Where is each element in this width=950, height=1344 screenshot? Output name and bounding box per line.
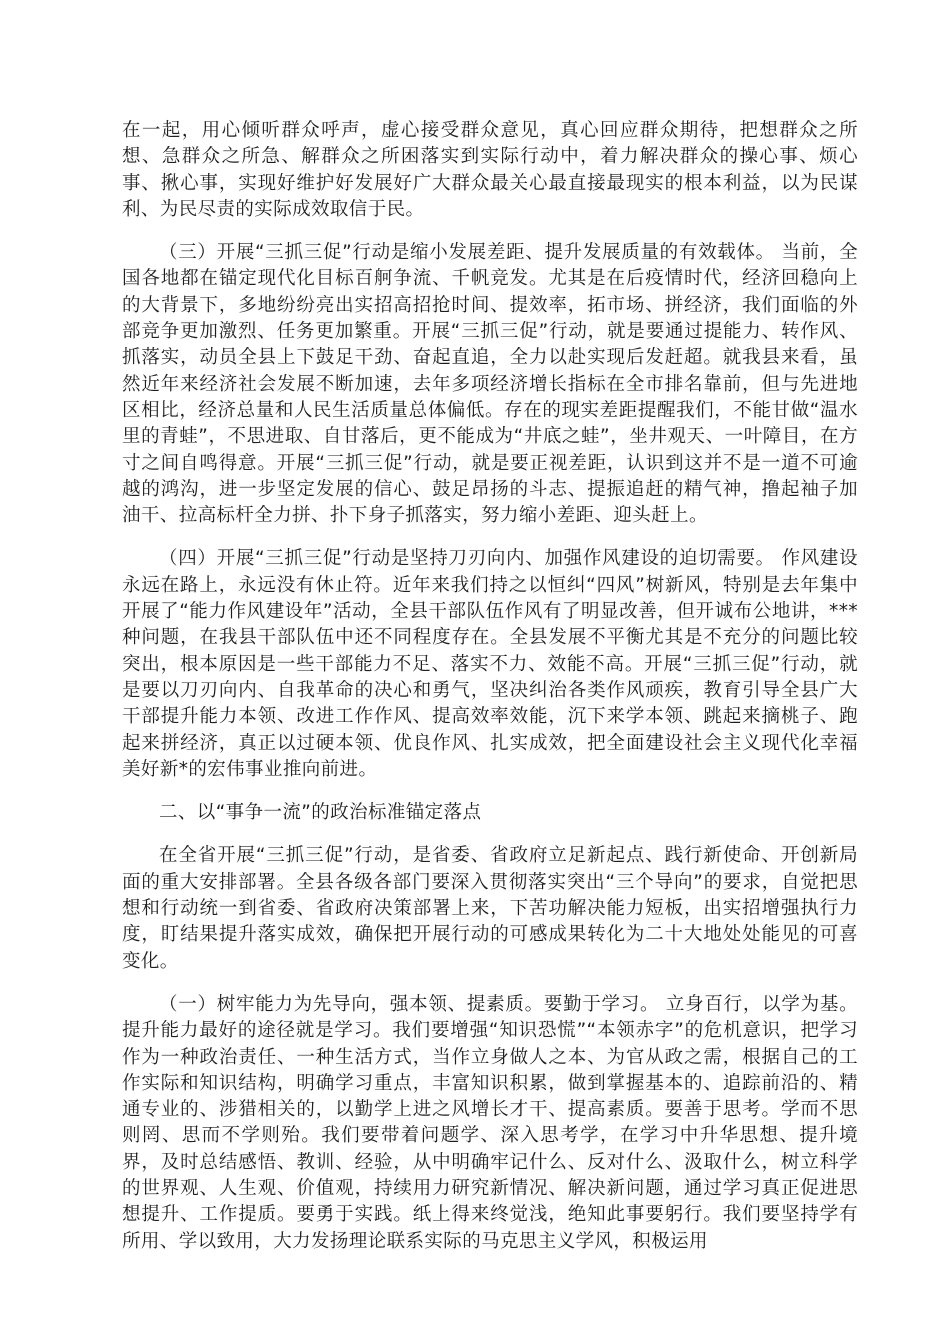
point-four-lead: （四）开展“三抓三促”行动是坚持刀刃向内、加强作风建设的迫切需要。 <box>159 548 775 570</box>
point-three-body: 当前，全国各地都在锚定现代化目标百舸争流、千帆竞发。尤其是在后疫情时代，经济回稳向上的大背景下，多地纷纷亮出实招高招抢时间、提效率，拓市场、拼经济，我们面临的外部竞争更加激烈、任务更加繁重。开展“三抓三促”行动，就是要通过提能力、转作风、抓落实，动员全县上下鼓足干劲、奋起直追，全力以赴实现后发赶超。就我县来看，虽然近年来经济社会发展不断加速，去年多项经济增长指标在全市排名靠前，但与先进地区相比，经济总量和人民生活质量总体偏低。存在的现实差距提醒我们，不能甘做“温水里的青蛙”，不思进取、自甘落后，更不能成为“井底之蛙”，坐井观天、一叶障目，在方寸之间自鸣得意。开展“三抓三促”行动，就是要正视差距，认识到这并不是一道不可逾越的鸿沟，进一步坚定发展的信心、鼓足昂扬的斗志、提振追赶的精气神，撸起袖子加油干、拉高标杆全力拼、扑下身子抓落实，努力缩小差距、迎头赶上。 <box>122 242 858 527</box>
paragraph-continuation: 在一起，用心倾听群众呼声，虚心接受群众意见，真心回应群众期待，把想群众之所想、急群众之所急、解群众之所困落实到实际行动中，着力解决群众的操心事、烦心事、揪心事，实现好维护好发展好广大群众最关心最直接最现实的根本利益，以为民谋利、为民尽责的实际成效取信于民。 <box>122 120 858 220</box>
paragraph-point-three <box>122 240 858 529</box>
point-three-lead: （三）开展“三抓三促”行动是缩小发展差距、提升发展质量的有效载体。 <box>159 242 775 264</box>
section-heading-two: 二、以“事争一流”的政治标准锚定落点 <box>159 802 482 824</box>
paragraph-section-two-intro: 在全省开展“三抓三促”行动，是省委、省政府立足新起点、践行新使命、开创新局面的重大安排部署。全县各级各部门要深入贯彻落实突出“三个导向”的要求，自觉把思想和行动统一到省委、省政府决策部署上来，下苦功解决能力短板，出实招增强执行力度，盯结果提升落实成效，确保把开展行动的可感成果转化为二十大地处处能见的可喜变化。 <box>122 845 858 972</box>
paragraph-point-one <box>122 992 858 1255</box>
paragraph-point-four <box>122 546 858 783</box>
point-one-body: 立身百行，以学为基。提升能力最好的途径就是学习。我们要增强“知识恐慌”“本领赤字”的危机意识，把学习作为一种政治责任、一种生活方式，当作立身做人之本、为官从政之需，根据自己的工作实际和知识结构，明确学习重点，丰富知识积累，做到掌握基本的、追踪前沿的、精通专业的、涉猎相关的，以勤学上进之风增长才干、提高素质。要善于思考。学而不思则罔、思而不学则殆。我们要带着问题学、深入思考学，在学习中升华思想、提升境界，及时总结感悟、教训、经验，从中明确牢记什么、反对什么、汲取什么，树立科学的世界观、人生观、价值观，持续用力研究新情况、解决新问题，通过学习真正促进思想提升、工作提质。要勇于实践。纸上得来终觉浅，绝知此事要躬行。我们要坚持学有所用、学以致用，大力发扬理论联系实际的马克思主义学风，积极运用 <box>122 993 858 1252</box>
document-page <box>122 118 858 1272</box>
point-one-lead: （一）树牢能力为先导向，强本领、提素质。要勤于学习。 <box>159 993 660 1015</box>
point-four-body: 作风建设永远在路上，永远没有休止符。近年来我们持之以恒纠“四风”树新风，特别是去年集中开展了“能力作风建设年”活动，全县干部队伍作风有了明显改善，但开诚布公地讲，***种问题，在我县干部队伍中还不同程度存在。全县发展不平衡尤其是不充分的问题比较突出，根本原因是一些干部能力不足、落实不力、效能不高。开展“三抓三促”行动，就是要以刀刃向内、自我革命的决心和勇气，坚决纠治各类作风顽疾，教育引导全县广大干部提升能力本领、改进工作作风、提高效率效能，沉下来学本领、跳起来摘桃子、跑起来拼经济，真正以过硬本领、优良作风、扎实成效，把全面建设社会主义现代化幸福美好新*的宏伟事业推向前进。 <box>122 548 858 780</box>
